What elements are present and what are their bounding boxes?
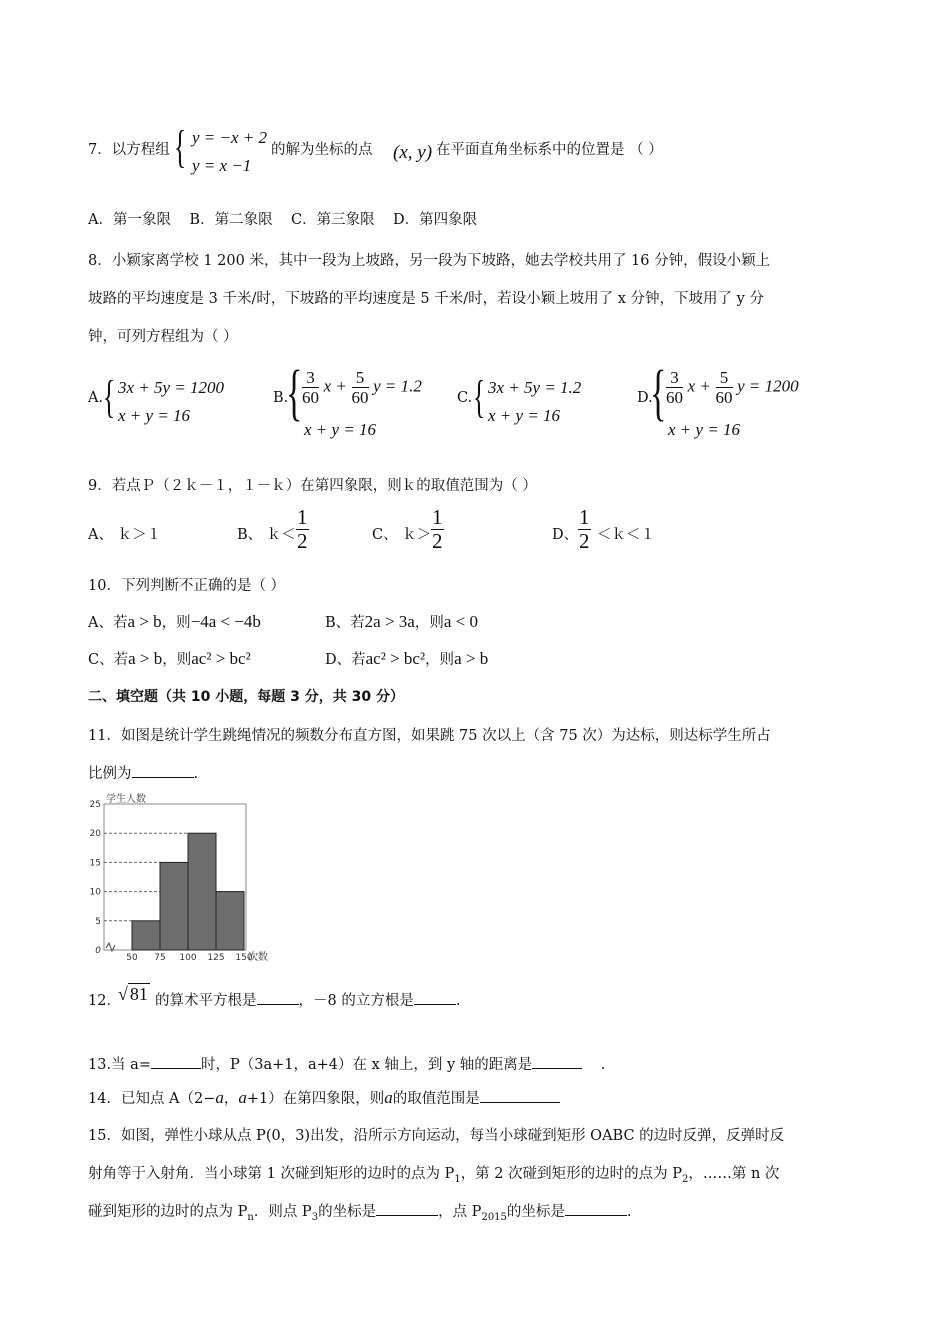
q10-option-b: B、若2a > 3a，则a < 0 — [325, 612, 478, 631]
q9-option-a: A、 ｋ＞１ — [88, 527, 162, 543]
q8-option-d-brace: { — [650, 359, 667, 427]
y-tick-label: 25 — [89, 800, 101, 810]
q8-option-b-eq1: $\frac{3}{60}$ x + $\frac{5}{60}$ y = 1.2 — [302, 368, 422, 407]
y-axis-label: 学生人数 — [106, 794, 146, 805]
x-tick-label: 150 — [235, 953, 253, 963]
q8-option-c-eq1: 3x + 5y = 1.2 — [488, 378, 582, 397]
q7-eq2: y = x −1 — [192, 156, 252, 175]
q15-line2: 射角等于入射角．当小球第 1 次碰到矩形的边时的点为 $P_1$，第 2 次碰到矩形的边时的点为 $P_2$，……第 n 次 — [88, 1166, 780, 1185]
y-tick-label: 10 — [89, 887, 101, 898]
q10-stem: 10．下列判断不正确的是（ ） — [88, 578, 286, 594]
q8-option-a-label: A. — [88, 390, 104, 406]
q15-blank-2[interactable] — [565, 1201, 627, 1216]
histogram-bar — [160, 862, 188, 950]
q7-brace: { — [174, 121, 187, 172]
q8-option-a-brace: { — [103, 371, 116, 422]
histogram-bar — [216, 892, 244, 950]
q8-option-b-eq2: x + y = 16 — [304, 420, 377, 439]
q9-option-d-pre: D、 — [552, 527, 579, 543]
q8-option-c-eq2: x + y = 16 — [488, 406, 561, 425]
q8-option-c-label: C. — [457, 390, 473, 406]
q9-option-d-post: ＜ｋ＜１ — [597, 527, 655, 543]
x-tick-label: 75 — [154, 953, 166, 963]
q8-line2: 坡路的平均速度是 3 千米/时，下坡路的平均速度是 5 千米/时，若设小颖上坡用了 x 分钟，下坡用了 y 分 — [88, 291, 764, 307]
q10-option-d: D、若ac² > bc²，则a > b — [325, 649, 489, 668]
q8-option-d-label: D. — [637, 390, 653, 406]
q14-text: 14．已知点 A（2−a，a+1）在第四象限，则a的取值范围是 — [88, 1087, 560, 1108]
y-tick-label: 20 — [89, 829, 101, 840]
q11-line1: 11．如图是统计学生跳绳情况的频数分布直方图，如果跳 75 次以上（含 75 次）为达标，则达标学生所占 — [88, 728, 771, 744]
q11-answer-blank[interactable] — [132, 763, 194, 778]
histogram-bar — [132, 921, 160, 950]
histogram-bar — [188, 833, 216, 950]
q7-middle: 的解为坐标的点 — [271, 142, 373, 158]
q13-blank-2[interactable] — [532, 1054, 582, 1069]
q13-blank-1[interactable] — [151, 1054, 201, 1069]
q13-text: 13.当 a= 时，P（3a+1，a+4）在 x 轴上，到 y 轴的距离是 . — [88, 1053, 605, 1074]
q12-radicand: 81 — [129, 984, 148, 1004]
q8-option-d-eq2: x + y = 16 — [668, 420, 741, 439]
x-axis-label: 次数 — [248, 952, 268, 963]
q15-line3: 碰到矩形的边时的点为 $P_n$．则点 $P_3$的坐标是 ，点 $P_{2015}$的坐标是 . — [88, 1200, 632, 1223]
q15-blank-1[interactable] — [376, 1201, 438, 1216]
q7-point: (x, y) — [393, 142, 433, 163]
y-tick-label: 0 — [95, 946, 101, 956]
q12-sqrt: √ 81 — [118, 984, 148, 1004]
q8-option-a-eq2: x + y = 16 — [118, 406, 191, 425]
q12-blank-1[interactable] — [257, 990, 299, 1005]
q9-option-b-fraction: $\frac{1}{2}$ — [297, 505, 308, 553]
histogram-chart — [88, 790, 288, 965]
q8-option-a-eq1: 3x + 5y = 1200 — [118, 378, 225, 397]
q12-text: 的算术平方根是 ，－8 的立方根是 . — [155, 989, 460, 1010]
q15-line1: 15．如图，弹性小球从点 P(0，3)出发，沿所示方向运动，每当小球碰到矩形 OABC 的边时反弹，反弹时反 — [88, 1128, 785, 1144]
q7-suffix: 在平面直角坐标系中的位置是 （ ） — [436, 142, 663, 158]
q9-stem: 9．若点Ｐ（２ｋ－１，１－ｋ）在第四象限，则ｋ的取值范围为（ ） — [88, 478, 537, 494]
section-2-heading: 二、填空题（共 10 小题，每题 3 分，共 30 分） — [88, 689, 404, 705]
q8-option-b-brace: { — [286, 359, 303, 427]
q9-option-c-fraction: $\frac{1}{2}$ — [432, 505, 443, 553]
q12-number: 12． — [88, 993, 121, 1009]
q14-blank[interactable] — [480, 1088, 560, 1103]
q8-line3: 钟，可列方程组为（ ） — [88, 329, 238, 345]
y-tick-label: 15 — [89, 858, 101, 869]
q10-option-c: C、若a > b，则ac² > bc² — [88, 649, 251, 668]
q8-line1: 8．小颖家离学校 1 200 米，其中一段为上坡路，另一段为下坡路，她去学校共用了 16 分钟，假设小颖上 — [88, 253, 771, 269]
q7-options: A．第一象限 B．第二象限 C．第三象限 D．第四象限 — [88, 212, 478, 228]
x-tick-label: 100 — [179, 953, 197, 963]
x-tick-label: 125 — [207, 953, 225, 963]
q8-option-d-eq1: $\frac{3}{60}$ x + $\frac{5}{60}$ y = 1200 — [666, 368, 799, 407]
q7-eq1: y = −x + 2 — [192, 128, 268, 147]
y-tick-label: 5 — [95, 916, 101, 927]
q10-option-a: A、若a > b，则−4a < −4b — [88, 612, 261, 631]
q9-option-b-pre: B、 ｋ＜ — [237, 527, 296, 543]
q8-option-b-label: B. — [273, 390, 289, 406]
q7-prefix: 7．以方程组 — [88, 142, 170, 158]
q11-line2: 比例为 . — [88, 762, 198, 783]
x-tick-label: 50 — [126, 953, 138, 963]
q9-option-c-pre: C、 ｋ＞ — [372, 527, 432, 543]
q9-option-d-fraction: $\frac{1}{2}$ — [579, 505, 590, 553]
q12-blank-2[interactable] — [414, 990, 456, 1005]
q8-option-c-brace: { — [473, 371, 486, 422]
